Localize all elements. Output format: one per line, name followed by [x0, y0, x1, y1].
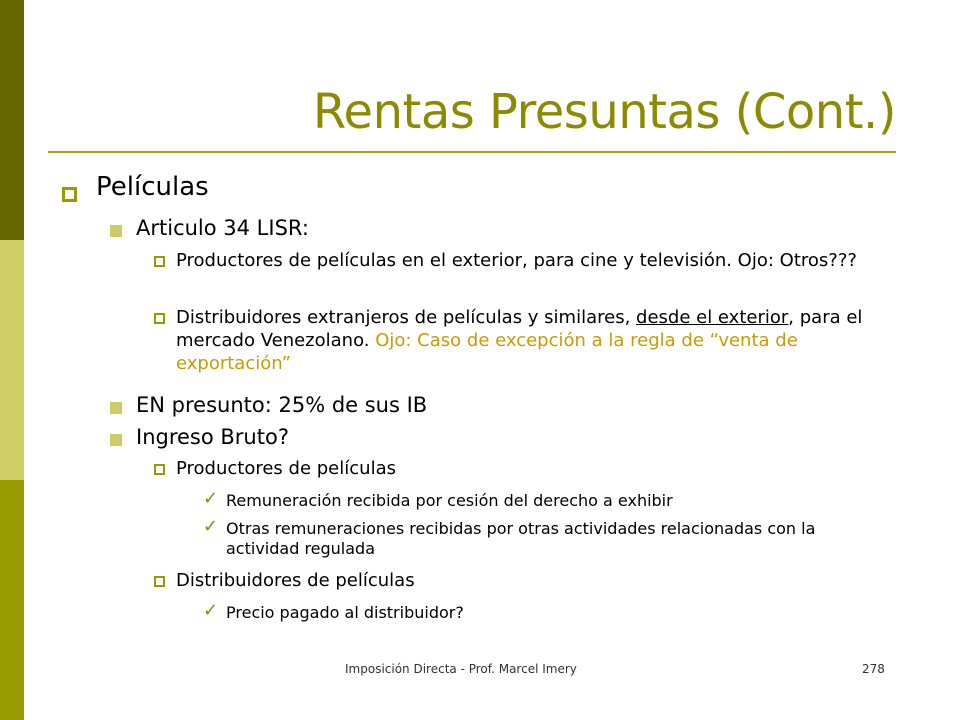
square-bullet-icon — [154, 313, 165, 324]
productores-label: Productores de películas — [176, 458, 396, 479]
dist-highlight: Ojo: Caso de excepción a la regla de “venta de exportación” — [176, 330, 798, 374]
side-bar-top — [0, 0, 24, 240]
square-bullet-icon — [110, 434, 122, 446]
dist-mid: , para el mercado Venezolano. — [176, 307, 863, 351]
heading-peliculas: Películas — [96, 172, 209, 202]
distribuidores-text — [176, 306, 906, 375]
dist-underline: desde el exterior — [636, 307, 789, 328]
article-label: Articulo 34 LISR: — [136, 216, 309, 240]
square-bullet-icon — [110, 225, 122, 237]
check-icon: ✓ — [203, 488, 219, 509]
square-bullet-icon — [154, 256, 165, 267]
check-item-2: Otras remuneraciones recibidas por otras actividades relacionadas con la actividad regulada — [226, 519, 816, 558]
title-rule — [48, 151, 896, 153]
square-bullet-icon — [154, 576, 165, 587]
dist-pre: Distribuidores extranjeros de películas y similares, — [176, 307, 637, 328]
side-bar-bottom — [0, 480, 24, 720]
side-bar-middle — [0, 240, 24, 480]
check-item-1: Remuneración recibida por cesión del derecho a exhibir — [226, 491, 673, 510]
page-number: 278 — [862, 662, 885, 676]
presunto-text: EN presunto: 25% de sus IB — [136, 393, 428, 417]
check-icon: ✓ — [203, 516, 219, 537]
footer-text: Imposición Directa - Prof. Marcel Imery — [345, 662, 577, 676]
check-item-3: Precio pagado al distribuidor? — [226, 603, 464, 622]
productores-text: Productores de películas en el exterior, para cine y televisión. Ojo: Otros??? — [176, 250, 857, 271]
square-bullet-icon — [62, 187, 77, 202]
ingreso-text: Ingreso Bruto? — [136, 425, 289, 449]
slide-title: Rentas Presuntas (Cont.) — [312, 84, 896, 140]
square-bullet-icon — [110, 402, 122, 414]
square-bullet-icon — [154, 464, 165, 475]
check-icon: ✓ — [203, 600, 219, 621]
distribuidores-label: Distribuidores de películas — [176, 570, 415, 591]
